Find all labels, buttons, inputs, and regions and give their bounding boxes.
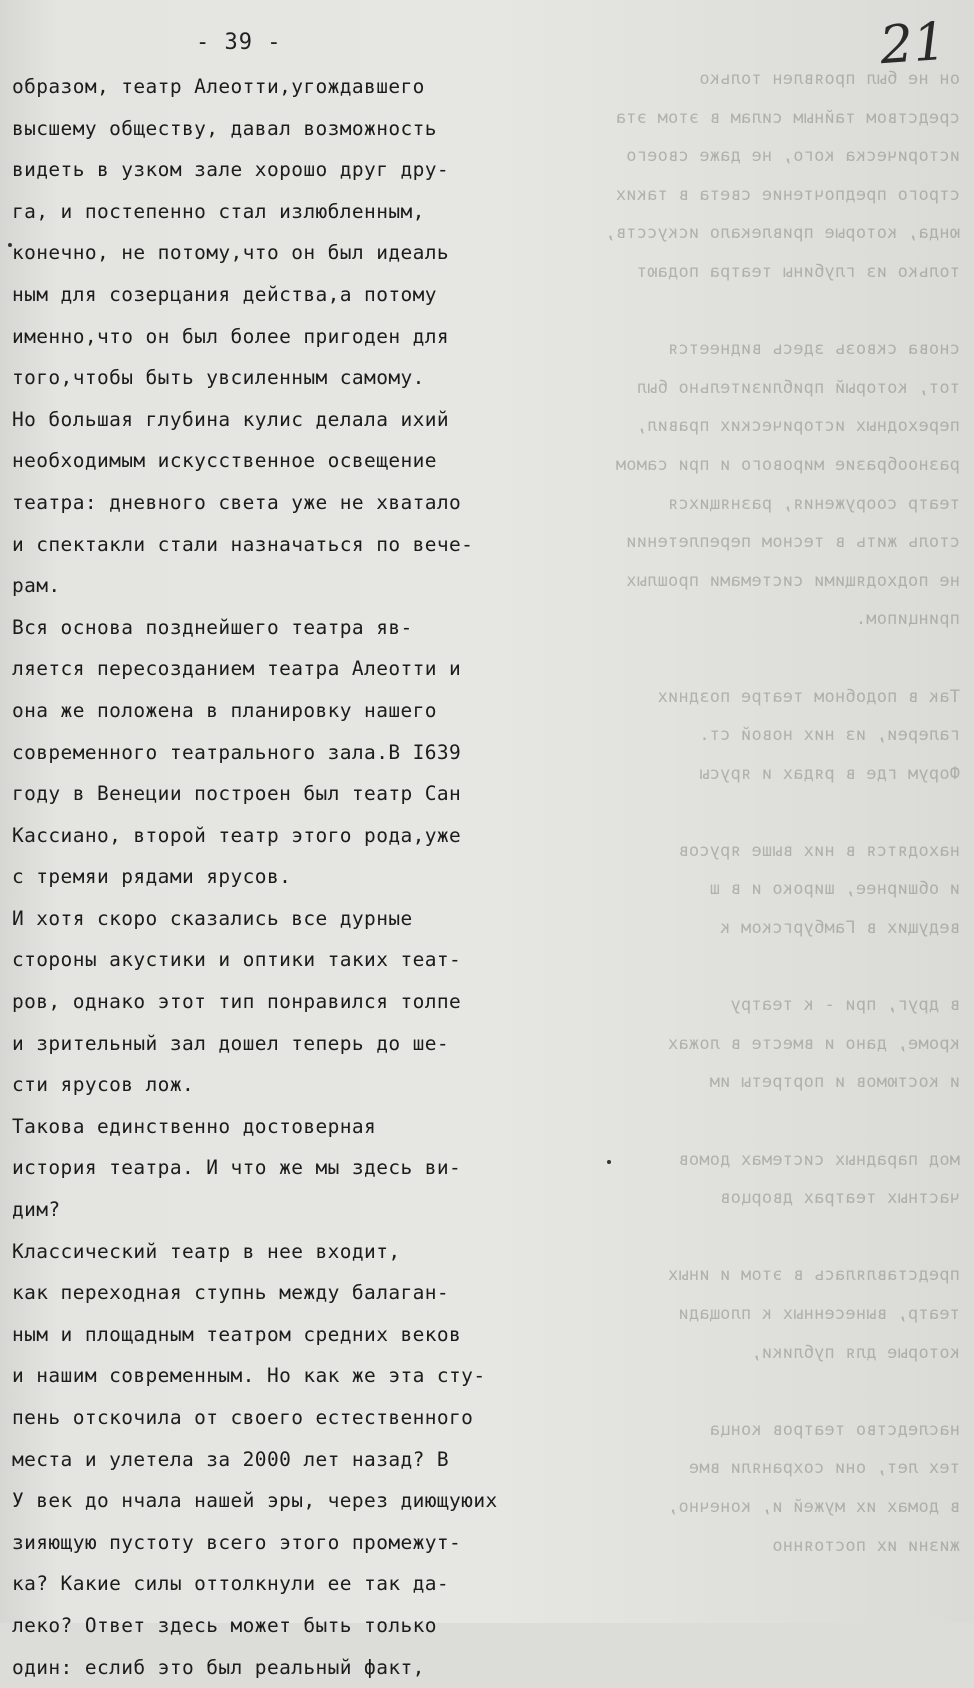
text-line: Кассиано, второй театр этого рода,уже — [12, 823, 462, 847]
bleed-line: переходных исторических правил, — [636, 416, 960, 437]
bleed-line — [520, 1218, 960, 1257]
text-line: леко? Ответ здесь может быть только — [12, 1613, 437, 1637]
bleed-line: снова сквозь здесь виднеется — [667, 339, 960, 360]
bleed-line: находятся в них выше ярусов — [678, 840, 960, 861]
bleed-line: тех лет, они сохраняли вме — [688, 1458, 960, 1479]
bleed-line: юнда, которые привлекало искусств, — [605, 223, 960, 244]
bleed-line: которые для публики, — [751, 1342, 960, 1363]
bleed-line: частных театрах дворцов — [719, 1188, 960, 1209]
bleed-line: кроме, дано и вместе в ложах — [667, 1033, 960, 1054]
bleed-line: тот, который приблизительно был — [636, 377, 960, 398]
text-line: пень отскочила от своего естественного — [12, 1406, 474, 1429]
text-line: стороны акустики и оптики таких теат- — [12, 948, 462, 972]
text-line: и зрительный зал дошел теперь до ше- — [12, 1031, 450, 1055]
text-line: конечно, не потому,что он был идеаль — [12, 241, 450, 265]
text-line: и спектакли стали назначаться по вече- — [12, 532, 474, 556]
bleed-line: он не был проявлен только — [699, 69, 960, 89]
text-line: У век до нчала нашей эры, через диющуюих — [12, 1489, 498, 1513]
bleed-line: в друг, при - к театру — [730, 995, 960, 1016]
body-text — [12, 66, 532, 1688]
bleed-line: ведущих в Гамбургском к — [719, 918, 960, 939]
ink-speck — [8, 243, 12, 247]
text-line: ным и площадным театром средних веков — [12, 1322, 462, 1346]
text-line: ров, однако этот тип понравился толпе — [12, 990, 462, 1014]
text-line: Классический театр в нее входит, — [12, 1239, 401, 1263]
bleed-line — [520, 1372, 960, 1411]
text-line: зияющую пустоту всего этого промежут- — [12, 1530, 462, 1554]
bleed-line: разнообразие мирового и при самом — [615, 454, 960, 475]
text-line: Такова единственно достоверная — [12, 1114, 377, 1138]
text-line: современного театрального зала.В I639 — [12, 740, 462, 764]
bleed-line: театр сооружения, разнящихся — [667, 493, 960, 514]
text-line: того,чтобы быть увсиленным самому. — [12, 366, 425, 390]
text-line: ляется пересозданием театра Алеотти и — [12, 657, 462, 681]
bleed-line: строго предпочтение света в таких — [615, 184, 960, 205]
text-line: необходимым искусственное освещение — [12, 449, 437, 473]
text-line: театра: дневного света уже не хватало — [12, 490, 462, 514]
bleed-line: и костюмов и портреты им — [709, 1072, 960, 1093]
text-line: как переходная ступнь между балаган- — [12, 1281, 450, 1305]
text-line: именно,что он был более пригоден для — [12, 324, 450, 348]
text-line: высшему обществу, давал возможность — [12, 116, 437, 140]
text-line: она же положена в планировку нашего — [12, 698, 437, 722]
text-line: га, и постепенно стал излюбленным, — [12, 199, 425, 223]
text-line: сти ярусов лож. — [12, 1073, 195, 1097]
bleed-line: галереи, из них новой ст. — [699, 725, 960, 746]
bleed-line — [520, 639, 960, 678]
text-line: Вся основа позднейшего театра яв- — [12, 615, 413, 639]
bleed-line: наследство театров конца — [709, 1419, 960, 1440]
text-line: рам. — [12, 574, 61, 598]
bleed-line: театр, вынесенных к площади — [678, 1304, 960, 1324]
bleed-line — [520, 948, 960, 987]
text-line: места и улетела за 2000 лет назад? В — [12, 1447, 450, 1471]
bleed-line — [520, 793, 960, 832]
ink-speck — [607, 1160, 611, 1164]
text-line: и нашим современным. Но как же эта сту- — [12, 1364, 486, 1388]
bleed-line — [520, 292, 960, 331]
text-line: И хотя скоро сказались все дурные — [12, 906, 413, 930]
text-line: образом, театр Алеотти,угождавшего — [12, 75, 425, 98]
bleed-line: мод парадных системах домов — [678, 1149, 960, 1170]
bleed-line: столь жить в тесном переплетении — [626, 532, 960, 553]
bleed-line: Так в подобном театре поздних — [657, 686, 960, 707]
bleed-line: принципом. — [855, 609, 960, 630]
bleed-line: и обширнее, широко и в ш — [709, 879, 960, 900]
bleed-line — [520, 1102, 960, 1141]
text-line: история театра. И что же мы здесь ви- — [12, 1156, 462, 1180]
text-line: с тремяи рядами ярусов. — [12, 865, 292, 889]
bleed-line: только из глубины театра подают — [636, 261, 960, 282]
text-line: Но большая глубина кулис делала ихий — [12, 407, 450, 431]
bleed-line: не подходящими системами прошлых — [626, 570, 960, 591]
text-line: ным для созерцания действа,а потому — [12, 282, 437, 306]
bleed-line: Форум где в рядах и ярусы — [699, 763, 960, 784]
folio-number: 21 — [877, 11, 949, 77]
text-line: один: еслиб это был реальный факт, — [12, 1655, 425, 1679]
bleed-line: представлялась в этом и иных — [667, 1265, 960, 1286]
bleed-line: жизни их постоянно — [772, 1535, 960, 1556]
text-line: году в Венеции построен был театр Сан — [12, 782, 462, 806]
text-line: ка? Какие силы оттолкнули ее так да- — [12, 1572, 450, 1596]
bleed-line: в домах их мужей и, конечно, — [667, 1496, 960, 1517]
text-line: дим? — [12, 1198, 61, 1222]
bleed-line: средством тайным силам в этом эта — [615, 107, 960, 128]
bleed-through-text — [520, 60, 960, 1600]
bleed-line: историческа кого, не даже своего — [626, 146, 960, 167]
page-number: - 39 - — [196, 30, 282, 55]
text-line: видеть в узком зале хорошо друг дру- — [12, 158, 450, 182]
